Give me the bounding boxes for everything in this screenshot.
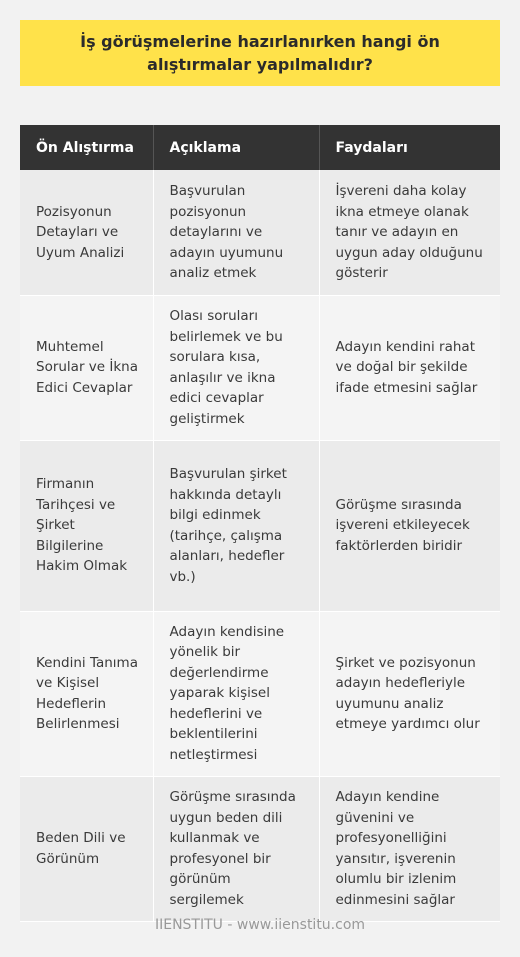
- description-cell: Başvurulan şirket hakkında detaylı bilgi edinmek (tarihçe, çalışma alanları, hedefler vb.): [153, 440, 319, 611]
- description-cell: Adayın kendisine yönelik bir değerlendirme yaparak kişisel hedeflerini ve beklentilerini netleştirmesi: [153, 611, 319, 776]
- page-title: İş görüşmelerine hazırlanırken hangi ön alıştırmalar yapılmalıdır?: [80, 32, 440, 74]
- benefits-cell: Görüşme sırasında işvereni etkileyecek faktörlerden biridir: [319, 440, 500, 611]
- practice-cell: Kendini Tanıma ve Kişisel Hedeflerin Belirlenmesi: [20, 611, 153, 776]
- table-row: [20, 776, 500, 921]
- table-row: [20, 170, 500, 295]
- footer-credit: IIENSTITU - www.iienstitu.com: [154, 917, 366, 933]
- benefits-cell: Adayın kendine güvenini ve profesyonelliğini yansıtır, işverenin olumlu bir izlenim edinmesini sağlar: [319, 776, 500, 921]
- description-cell: Başvurulan pozisyonun detaylarını ve adayın uyumunu analiz etmek: [153, 170, 319, 295]
- title-banner: [20, 20, 500, 86]
- description-cell: Olası soruları belirlemek ve bu sorulara kısa, anlaşılır ve ikna edici cevaplar geliştirmek: [153, 295, 319, 440]
- table-header-row: [20, 125, 500, 170]
- benefits-cell: Şirket ve pozisyonun adayın hedefleriyle uyumunu analiz etmeye yardımcı olur: [319, 611, 500, 776]
- practice-cell: Muhtemel Sorular ve İkna Edici Cevaplar: [20, 295, 153, 440]
- practice-table: [20, 125, 500, 922]
- column-header-practice: Ön Alıştırma: [20, 125, 153, 170]
- table-row: [20, 295, 500, 440]
- column-header-description: Açıklama: [153, 125, 319, 170]
- column-header-benefits: Faydaları: [319, 125, 500, 170]
- practice-cell: Pozisyonun Detayları ve Uyum Analizi: [20, 170, 153, 295]
- benefits-cell: İşvereni daha kolay ikna etmeye olanak tanır ve adayın en uygun aday olduğunu gösterir: [319, 170, 500, 295]
- practice-cell: Beden Dili ve Görünüm: [20, 776, 153, 921]
- benefits-cell: Adayın kendini rahat ve doğal bir şekilde ifade etmesini sağlar: [319, 295, 500, 440]
- table-row: [20, 611, 500, 776]
- practice-cell: Firmanın Tarihçesi ve Şirket Bilgilerine Hakim Olmak: [20, 440, 153, 611]
- table-row: [20, 440, 500, 611]
- description-cell: Görüşme sırasında uygun beden dili kullanmak ve profesyonel bir görünüm sergilemek: [153, 776, 319, 921]
